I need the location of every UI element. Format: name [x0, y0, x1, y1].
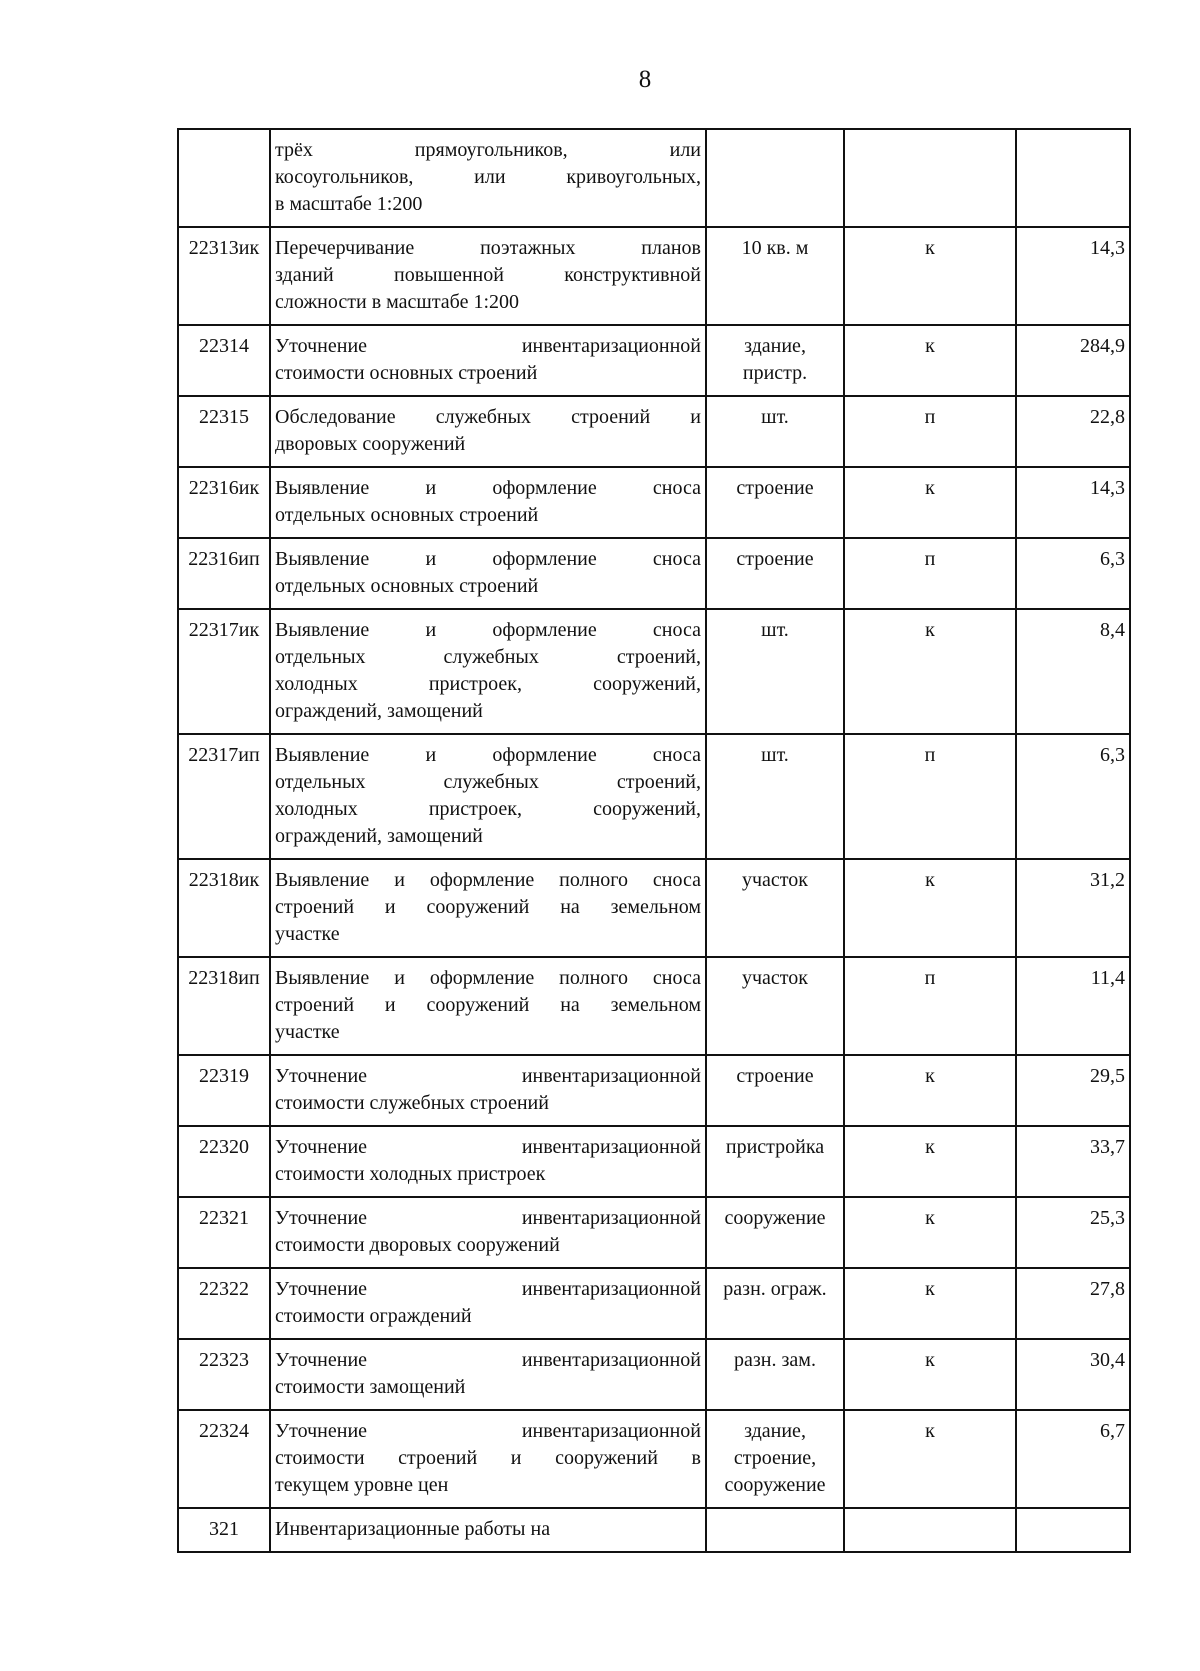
work-name-line: стоимости замощений — [275, 1376, 466, 1398]
work-name-line: стоимости холодных пристроек — [275, 1163, 546, 1185]
row-unit — [706, 609, 844, 734]
row-value: 33,7 — [1016, 1126, 1130, 1197]
unit-line: пристройка — [725, 1136, 825, 1158]
work-name-line: стоимости ограждений — [275, 1305, 472, 1327]
row-work-name — [270, 609, 706, 734]
row-category: к — [844, 859, 1016, 957]
table-row — [178, 1508, 1130, 1552]
row-unit — [706, 734, 844, 859]
table-row — [178, 1410, 1130, 1508]
row-value: 14,3 — [1016, 227, 1130, 325]
work-name-line: Уточнение инвентаризационной — [275, 1136, 701, 1158]
work-name-line: отдельных служебных строений, — [275, 771, 701, 793]
norms-table-body — [178, 129, 1130, 1552]
row-code: 22323 — [178, 1339, 270, 1410]
row-unit — [706, 1410, 844, 1508]
row-category — [844, 1508, 1016, 1552]
table-row — [178, 129, 1130, 227]
row-unit — [706, 1508, 844, 1552]
row-category: п — [844, 538, 1016, 609]
row-code: 22318ик — [178, 859, 270, 957]
row-value: 6,3 — [1016, 538, 1130, 609]
work-name-line: холодных пристроек, сооружений, — [275, 673, 701, 695]
work-name-line: Выявление и оформление сноса — [275, 619, 701, 641]
work-name-line: Выявление и оформление сноса — [275, 477, 701, 499]
row-value: 11,4 — [1016, 957, 1130, 1055]
work-name-line: Уточнение инвентаризационной — [275, 1207, 701, 1229]
row-code: 22317ик — [178, 609, 270, 734]
row-unit — [706, 1339, 844, 1410]
unit-line: шт. — [761, 406, 789, 428]
unit-line: шт. — [761, 744, 789, 766]
row-work-name — [270, 129, 706, 227]
work-name-line: отдельных основных строений — [275, 504, 539, 526]
row-code: 22315 — [178, 396, 270, 467]
row-work-name — [270, 734, 706, 859]
row-value: 27,8 — [1016, 1268, 1130, 1339]
table-row — [178, 1197, 1130, 1268]
row-unit — [706, 396, 844, 467]
work-name-line: строений и сооружений на земельном — [275, 896, 701, 918]
table-row — [178, 325, 1130, 396]
row-unit — [706, 1197, 844, 1268]
row-category: к — [844, 1410, 1016, 1508]
row-unit — [706, 1055, 844, 1126]
norms-table — [177, 128, 1131, 1553]
row-value — [1016, 129, 1130, 227]
row-code — [178, 129, 270, 227]
row-work-name — [270, 1055, 706, 1126]
row-code: 22320 — [178, 1126, 270, 1197]
row-unit — [706, 1268, 844, 1339]
row-work-name — [270, 1197, 706, 1268]
table-row — [178, 396, 1130, 467]
work-name-line: Перечерчивание поэтажных планов — [275, 237, 701, 259]
row-work-name — [270, 1508, 706, 1552]
unit-line: разн. ограж. — [723, 1278, 827, 1300]
work-name-line: зданий повышенной конструктивной — [275, 264, 701, 286]
row-work-name — [270, 538, 706, 609]
work-name-line: Уточнение инвентаризационной — [275, 335, 701, 357]
unit-line: участок — [741, 869, 808, 891]
unit-line: 10 кв. м — [741, 237, 809, 259]
row-category: к — [844, 1268, 1016, 1339]
work-name-line: Инвентаризационные работы на — [275, 1518, 551, 1540]
row-category: к — [844, 1055, 1016, 1126]
work-name-line: дворовых сооружений — [275, 433, 466, 455]
work-name-line: косоугольников, или кривоугольных, — [275, 166, 701, 188]
row-work-name — [270, 1410, 706, 1508]
work-name-line: Обследование служебных строений и — [275, 406, 701, 428]
row-work-name — [270, 467, 706, 538]
row-unit — [706, 1126, 844, 1197]
row-code: 22324 — [178, 1410, 270, 1508]
row-value: 6,7 — [1016, 1410, 1130, 1508]
row-category: к — [844, 609, 1016, 734]
work-name-line: сложности в масштабе 1:200 — [275, 291, 520, 313]
table-row — [178, 734, 1130, 859]
unit-line: шт. — [761, 619, 789, 641]
row-category: к — [844, 1339, 1016, 1410]
row-category: п — [844, 957, 1016, 1055]
table-row — [178, 1126, 1130, 1197]
work-name-line: стоимости служебных строений — [275, 1092, 549, 1114]
unit-line: строение — [736, 548, 814, 570]
row-value: 31,2 — [1016, 859, 1130, 957]
row-value: 30,4 — [1016, 1339, 1130, 1410]
work-name-line: Выявление и оформление полного сноса — [275, 869, 701, 891]
work-name-line: трёх прямоугольников, или — [275, 139, 701, 161]
row-value: 284,9 — [1016, 325, 1130, 396]
row-value: 6,3 — [1016, 734, 1130, 859]
row-work-name — [270, 227, 706, 325]
unit-line: строение, — [733, 1447, 817, 1469]
unit-line: здание, — [744, 335, 806, 357]
row-code: 321 — [178, 1508, 270, 1552]
row-code: 22319 — [178, 1055, 270, 1126]
work-name-line: ограждений, замощений — [275, 825, 483, 847]
table-row — [178, 227, 1130, 325]
row-value: 8,4 — [1016, 609, 1130, 734]
table-row — [178, 1055, 1130, 1126]
row-category: к — [844, 467, 1016, 538]
unit-line: разн. зам. — [734, 1349, 816, 1371]
row-category: к — [844, 325, 1016, 396]
row-unit — [706, 467, 844, 538]
work-name-line: в масштабе 1:200 — [275, 193, 423, 215]
row-category: к — [844, 1197, 1016, 1268]
row-work-name — [270, 1126, 706, 1197]
work-name-line: Уточнение инвентаризационной — [275, 1278, 701, 1300]
row-code: 22316ип — [178, 538, 270, 609]
row-category: п — [844, 734, 1016, 859]
work-name-line: холодных пристроек, сооружений, — [275, 798, 701, 820]
work-name-line: участке — [275, 1021, 340, 1043]
row-category: к — [844, 227, 1016, 325]
table-row — [178, 1339, 1130, 1410]
row-code: 22321 — [178, 1197, 270, 1268]
row-value: 22,8 — [1016, 396, 1130, 467]
table-row — [178, 1268, 1130, 1339]
table-row — [178, 957, 1130, 1055]
row-code: 22317ип — [178, 734, 270, 859]
work-name-line: Уточнение инвентаризационной — [275, 1065, 701, 1087]
table-row — [178, 467, 1130, 538]
work-name-line: Выявление и оформление полного сноса — [275, 967, 701, 989]
work-name-line: текущем уровне цен — [275, 1474, 449, 1496]
unit-line: пристр. — [742, 362, 808, 384]
row-unit — [706, 227, 844, 325]
row-category: к — [844, 1126, 1016, 1197]
work-name-line: отдельных служебных строений, — [275, 646, 701, 668]
row-value: 25,3 — [1016, 1197, 1130, 1268]
unit-line: участок — [741, 967, 808, 989]
row-code: 22313ик — [178, 227, 270, 325]
unit-line: строение — [736, 1065, 814, 1087]
unit-line: здание, — [744, 1420, 806, 1442]
row-work-name — [270, 396, 706, 467]
work-name-line: участке — [275, 923, 340, 945]
row-code: 22314 — [178, 325, 270, 396]
work-name-line: Уточнение инвентаризационной — [275, 1420, 701, 1442]
row-work-name — [270, 859, 706, 957]
row-code: 22316ик — [178, 467, 270, 538]
row-value — [1016, 1508, 1130, 1552]
unit-line: строение — [736, 477, 814, 499]
table-row — [178, 609, 1130, 734]
table-row — [178, 859, 1130, 957]
row-value: 14,3 — [1016, 467, 1130, 538]
work-name-line: стоимости основных строений — [275, 362, 538, 384]
work-name-line: Выявление и оформление сноса — [275, 548, 701, 570]
work-name-line: строений и сооружений на земельном — [275, 994, 701, 1016]
work-name-line: Выявление и оформление сноса — [275, 744, 701, 766]
page-number: 8 — [638, 66, 652, 93]
unit-line: сооружение — [724, 1474, 826, 1496]
row-work-name — [270, 1339, 706, 1410]
row-work-name — [270, 325, 706, 396]
work-name-line: стоимости дворовых сооружений — [275, 1234, 560, 1256]
row-category — [844, 129, 1016, 227]
row-work-name — [270, 957, 706, 1055]
work-name-line: ограждений, замощений — [275, 700, 483, 722]
row-unit — [706, 129, 844, 227]
row-code: 22322 — [178, 1268, 270, 1339]
work-name-line: Уточнение инвентаризационной — [275, 1349, 701, 1371]
row-work-name — [270, 1268, 706, 1339]
row-unit — [706, 957, 844, 1055]
row-unit — [706, 325, 844, 396]
work-name-line: стоимости строений и сооружений в — [275, 1447, 701, 1469]
row-unit — [706, 538, 844, 609]
table-row — [178, 538, 1130, 609]
unit-line: сооружение — [724, 1207, 826, 1229]
row-code: 22318ип — [178, 957, 270, 1055]
work-name-line: отдельных основных строений — [275, 575, 539, 597]
row-value: 29,5 — [1016, 1055, 1130, 1126]
row-unit — [706, 859, 844, 957]
row-category: п — [844, 396, 1016, 467]
